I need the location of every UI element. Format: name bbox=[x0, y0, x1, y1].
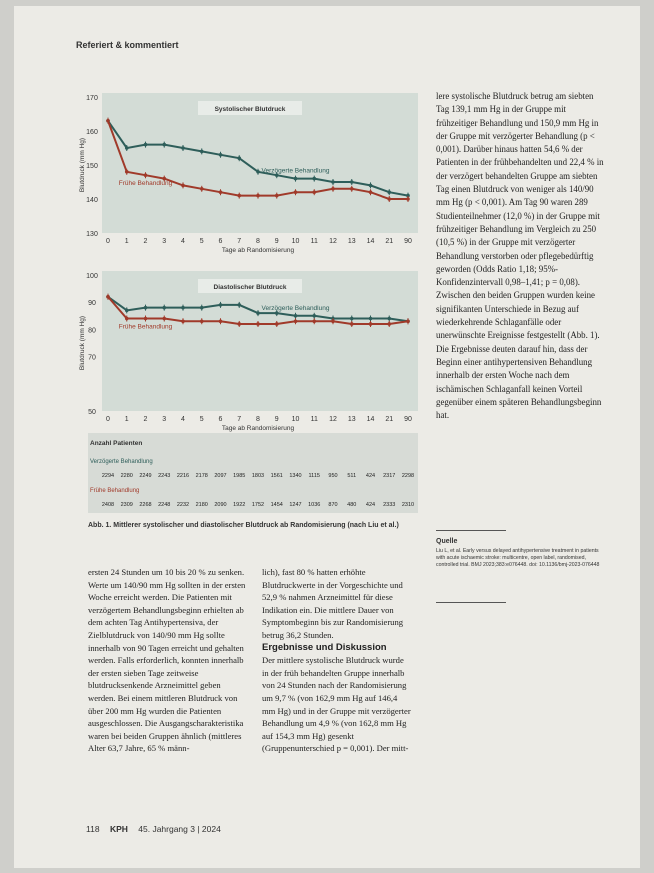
chart1-ytick: 170 bbox=[86, 95, 98, 102]
text-column-2 bbox=[262, 566, 412, 755]
chart2-xtick: 0 bbox=[106, 416, 110, 423]
chart2-ytick: 50 bbox=[88, 409, 96, 416]
chart2-point bbox=[237, 303, 241, 307]
chart1-point bbox=[125, 170, 129, 174]
patients-early-label: Frühe Behandlung bbox=[90, 488, 140, 494]
chart2-series-label: Verzögerte Behandlung bbox=[261, 304, 330, 312]
chart2-xtick: 7 bbox=[237, 416, 242, 423]
chart1-xtick: 1 bbox=[124, 238, 129, 245]
patients-delayed-count: 950 bbox=[328, 473, 338, 479]
chart2-xtick: 5 bbox=[199, 416, 204, 423]
chart1-point bbox=[144, 143, 148, 147]
patients-delayed-count: 1803 bbox=[251, 473, 265, 479]
chart1-point bbox=[200, 150, 204, 154]
chart2-title: Diastolischer Blutdruck bbox=[213, 284, 287, 291]
patients-early-count: 1922 bbox=[233, 502, 246, 508]
patients-delayed-count: 2280 bbox=[120, 473, 133, 479]
patients-delayed-count: 2294 bbox=[101, 473, 115, 479]
chart2-point bbox=[144, 306, 148, 310]
chart1-xtick: 11 bbox=[310, 238, 318, 245]
chart2-point bbox=[312, 319, 316, 323]
patients-early-count: 1752 bbox=[251, 502, 265, 508]
section-header: Referiert & kommentiert bbox=[76, 40, 179, 50]
chart2-point bbox=[181, 306, 185, 310]
chart1-point bbox=[219, 153, 223, 157]
chart1-xtick: 10 bbox=[291, 238, 300, 245]
patients-delayed-count: 2097 bbox=[214, 473, 227, 479]
chart2-xtick: 12 bbox=[329, 416, 337, 423]
chart2-point bbox=[387, 317, 391, 321]
patients-delayed-count: 2298 bbox=[401, 473, 415, 479]
chart1-point bbox=[181, 184, 185, 188]
chart2-point bbox=[144, 317, 148, 321]
chart2-xtick: 10 bbox=[291, 416, 300, 423]
chart2-xtick: 90 bbox=[404, 416, 412, 423]
chart1-xtick: 5 bbox=[199, 238, 204, 245]
chart2-series-label: Frühe Behandlung bbox=[118, 323, 173, 331]
chart2-point bbox=[387, 322, 391, 326]
chart2-xtick: 11 bbox=[310, 416, 318, 423]
source-text: Liu L, et al. Early versus delayed antihypertensive treatment in patients with acute ischaemic stroke: multicentre, open label, randomised, controlled trial. BMJ 2023;383:e076448. doi: 10.1136/bmj-2023-076448 bbox=[436, 548, 600, 568]
chart1-point bbox=[406, 197, 410, 201]
chart1-xtick: 7 bbox=[237, 238, 242, 245]
chart1-point bbox=[162, 143, 166, 147]
patients-delayed-count: 1115 bbox=[308, 473, 320, 479]
page-footer bbox=[86, 824, 229, 834]
chart1-xtick: 0 bbox=[106, 238, 110, 245]
chart2-xtick: 14 bbox=[366, 416, 375, 423]
chart1-xlabel: Tage ab Randomisierung bbox=[221, 247, 295, 254]
chart1-xtick: 6 bbox=[218, 238, 223, 245]
patients-early-count: 2408 bbox=[101, 502, 115, 508]
chart1-xtick: 12 bbox=[329, 238, 337, 245]
chart2-point bbox=[331, 319, 335, 323]
figure-caption: Abb. 1. Mittlerer systolischer und diastolischer Blutdruck ab Randomisierung (nach Liu et al.) bbox=[88, 522, 399, 529]
chart1-series-label: Verzögerte Behandlung bbox=[261, 167, 330, 175]
chart1-point bbox=[294, 190, 298, 194]
patients-early-count: 2309 bbox=[120, 502, 133, 508]
text-column-3 bbox=[436, 90, 608, 422]
chart1-title: Systolischer Blutdruck bbox=[214, 106, 286, 113]
patients-delayed-count: 424 bbox=[365, 473, 376, 479]
chart1-point bbox=[387, 190, 391, 194]
chart1-xtick: 3 bbox=[162, 238, 167, 245]
chart2-point bbox=[219, 303, 223, 307]
chart1-point bbox=[331, 187, 335, 191]
chart2-xtick: 6 bbox=[218, 416, 223, 423]
chart1-xtick: 14 bbox=[366, 238, 375, 245]
chart2-point bbox=[125, 309, 129, 313]
chart2-xtick: 8 bbox=[256, 416, 260, 423]
patients-delayed-count: 1340 bbox=[289, 473, 302, 479]
patients-delayed-count: 2317 bbox=[383, 473, 396, 479]
chart2-ytick: 90 bbox=[88, 300, 96, 308]
patients-early-count: 2310 bbox=[401, 502, 415, 508]
chart2-xtick: 9 bbox=[274, 416, 279, 423]
chart2-point bbox=[106, 295, 110, 299]
patients-early-count: 2090 bbox=[214, 502, 227, 508]
chart2-xtick: 21 bbox=[385, 416, 394, 423]
chart1-ylabel: Blutdruck (mm Hg) bbox=[79, 137, 86, 193]
chart2-point bbox=[406, 319, 410, 323]
col1-text: ersten 24 Stunden um 10 bis 20 % zu senken. Werte um 140/90 mm Hg sollten in der ersten Woche erreicht werden. Die Patienten mit verzögertem Behandlungsbeginn erhielten ab dem achten Tag Antihypertensiva, der Zielblutdruck von 140/90 mm Hg sollte innerhalb von 90 Tagen erreicht und gehalten werden. Falls erforderlich, konnten innerhalb der ersten sieben Tage zeitweise blutdrucksenkende Arzneimittel geben werden. Bei einem mittleren Blutdruck von über 200 mm Hg wurden die Patienten ausgeschlossen. Die Ausgangscharakteristika waren bei beiden Gruppen ähnlich (mittleres Alter 63,7 Jahre, 65 % männ- bbox=[88, 567, 246, 754]
chart2-xtick: 2 bbox=[143, 416, 148, 423]
figure bbox=[79, 93, 418, 513]
patients-early-count: 2180 bbox=[195, 502, 208, 508]
chart2-point bbox=[219, 319, 223, 323]
patients-early-count: 480 bbox=[347, 502, 357, 508]
page-number: 118 bbox=[86, 824, 100, 834]
chart2-ytick: 80 bbox=[88, 327, 96, 335]
chart2-point bbox=[237, 322, 241, 326]
chart1-point bbox=[237, 194, 241, 198]
chart1-point bbox=[106, 119, 110, 123]
chart1-ytick: 140 bbox=[86, 197, 98, 204]
patients-delayed-count: 1985 bbox=[233, 473, 246, 479]
chart2-xtick: 1 bbox=[124, 416, 129, 423]
chart1-point bbox=[200, 187, 204, 191]
chart1-point bbox=[350, 180, 354, 184]
chart1-xtick: 13 bbox=[347, 238, 356, 245]
chart2-xtick: 3 bbox=[162, 416, 167, 423]
chart1-point bbox=[256, 170, 260, 174]
chart2-point bbox=[256, 322, 260, 326]
chart1-xtick: 2 bbox=[143, 238, 148, 245]
chart1-ytick: 160 bbox=[86, 129, 98, 136]
chart2-point bbox=[162, 306, 166, 310]
patients-early-count: 1454 bbox=[270, 502, 283, 508]
col2-text-a: lich), fast 80 % hatten erhöhte Blutdruckwerte in der Vorgeschichte und 52,9 % nahmen Arzneimittel für diese Indikation ein. Die mittlere Dauer von Symptombeginn bis zur Randomisierung betrug 36,2 Stunden. bbox=[262, 567, 404, 640]
chart1-point bbox=[256, 194, 260, 198]
patients-delayed-count: 511 bbox=[347, 473, 357, 479]
patients-delayed-count: 2216 bbox=[176, 473, 190, 479]
patients-delayed-count: 2178 bbox=[195, 473, 208, 479]
chart2-point bbox=[200, 306, 204, 310]
chart1-point bbox=[237, 156, 241, 160]
patients-early-count: 2333 bbox=[383, 502, 396, 508]
chart1-ytick: 130 bbox=[86, 231, 98, 238]
chart1-point bbox=[181, 146, 185, 150]
chart1-point bbox=[312, 190, 316, 194]
chart2-point bbox=[294, 314, 298, 318]
chart1-xtick: 90 bbox=[404, 238, 412, 245]
chart1-point bbox=[144, 173, 148, 177]
journal-name: KPH bbox=[109, 824, 128, 834]
source-rule-top bbox=[436, 530, 506, 531]
chart1-point bbox=[387, 197, 391, 201]
chart2-ytick: 70 bbox=[88, 354, 96, 362]
chart1-xtick: 9 bbox=[274, 238, 279, 245]
journal-issue: 45. Jahrgang 3 | 2024 bbox=[138, 824, 221, 834]
chart2-ytick: 100 bbox=[86, 273, 98, 280]
patients-early-count: 2248 bbox=[158, 502, 171, 508]
chart2-xtick: 4 bbox=[181, 416, 185, 423]
chart1-point bbox=[350, 187, 354, 191]
text-column-1 bbox=[88, 566, 250, 755]
chart1-series-label: Frühe Behandlung bbox=[118, 180, 173, 188]
chart2-point bbox=[350, 317, 354, 321]
col3-text: lere systolische Blutdruck betrug am siebten Tag 139,1 mm Hg in der Gruppe mit frühzeitiger Behandlung und 150,9 mm Hg in der Gruppe mit verzögerter Behandlung (p < 0,001). Darüber hinaus hatten 54,6 % der Patienten in der frühbehandelten und 22,4 % in der verzögert behandelten Gruppe am siebten Tag einen Blutdruck von weniger als 140/90 mm Hg (p < 0,001). Am Tag 90 waren 289 Studienteilnehmer (12,0 %) in der Gruppe mit frühzeitiger Behandlung im Vergleich zu 250 (10,5 %) in der Gruppe mit verzögerter Behandlung verstorben oder pflegebedürftig geworden (Odds Ratio 1,18; 95%-Konfidenzintervall 0,98–1,41; p = 0,08). Zwischen den beiden Gruppen wurden keine signifikanten Unterschiede in Bezug auf wiederkehrende Schlaganfälle oder unerwünschte Ereignisse festgestellt (Abb. 1). Die Ergebnisse deuten darauf hin, dass der Beginn einer antihypertensiven Behandlung innerhalb der ersten Woche nach dem ischämischen Schlaganfall keinen Vorteil gegenüber einem späteren Behandlungsbeginn hat. bbox=[436, 91, 604, 421]
chart1-point bbox=[369, 184, 373, 188]
chart2-point bbox=[350, 322, 354, 326]
patients-delayed-count: 1561 bbox=[270, 473, 283, 479]
chart2-xtick: 13 bbox=[347, 416, 356, 423]
chart2-point bbox=[275, 322, 279, 326]
patients-early-count: 2232 bbox=[176, 502, 190, 508]
chart1-ytick: 150 bbox=[86, 163, 98, 170]
patients-early-count: 1247 bbox=[289, 502, 302, 508]
chart2-point bbox=[369, 322, 373, 326]
chart2-point bbox=[181, 319, 185, 323]
patients-early-count: 1036 bbox=[308, 502, 321, 508]
chart1-xtick: 8 bbox=[256, 238, 260, 245]
chart2-point bbox=[256, 311, 260, 315]
patients-early-count: 424 bbox=[365, 502, 376, 508]
chart2-xlabel: Tage ab Randomisierung bbox=[221, 425, 295, 432]
chart1-xtick: 21 bbox=[385, 238, 394, 245]
chart1-point bbox=[125, 146, 129, 150]
chart2-point bbox=[162, 317, 166, 321]
chart2-point bbox=[369, 317, 373, 321]
chart1-point bbox=[294, 177, 298, 181]
chart2-point bbox=[294, 319, 298, 323]
patients-early-count: 2268 bbox=[139, 502, 152, 508]
chart2-point bbox=[200, 319, 204, 323]
chart1-xtick: 4 bbox=[181, 238, 185, 245]
chart1-point bbox=[312, 177, 316, 181]
chart2-point bbox=[275, 311, 279, 315]
col2-text-b: Der mittlere systolische Blutdruck wurde in der früh behandelten Gruppe innerhalb von 24 Stunden nach der Randomisierung um 9,7 % (von 162,9 mm Hg auf 146,4 mm Hg) und in der Gruppe mit verzögerter Behandlung um 4,9 % (von 162,8 mm Hg auf 154,3 mm Hg) gesenkt (Gruppenunterschied p = 0,001). Der mitt- bbox=[262, 655, 411, 754]
chart2-point bbox=[312, 314, 316, 318]
source-title: Quelle bbox=[436, 538, 458, 545]
source-rule-bottom bbox=[436, 602, 506, 603]
chart1-point bbox=[275, 194, 279, 198]
patients-delayed-count: 2249 bbox=[139, 473, 152, 479]
chart1-point bbox=[331, 180, 335, 184]
chart1-point bbox=[369, 190, 373, 194]
results-heading: Ergebnisse und Diskussion bbox=[262, 641, 387, 653]
patients-delayed-count: 2243 bbox=[158, 473, 171, 479]
patients-early-count: 870 bbox=[328, 502, 338, 508]
patients-title: Anzahl Patienten bbox=[90, 440, 143, 447]
chart1-point bbox=[219, 190, 223, 194]
patients-delayed-label: Verzögerte Behandlung bbox=[90, 459, 153, 465]
chart2-point bbox=[125, 317, 129, 321]
chart2-ylabel: Blutdruck (mm Hg) bbox=[79, 315, 86, 371]
